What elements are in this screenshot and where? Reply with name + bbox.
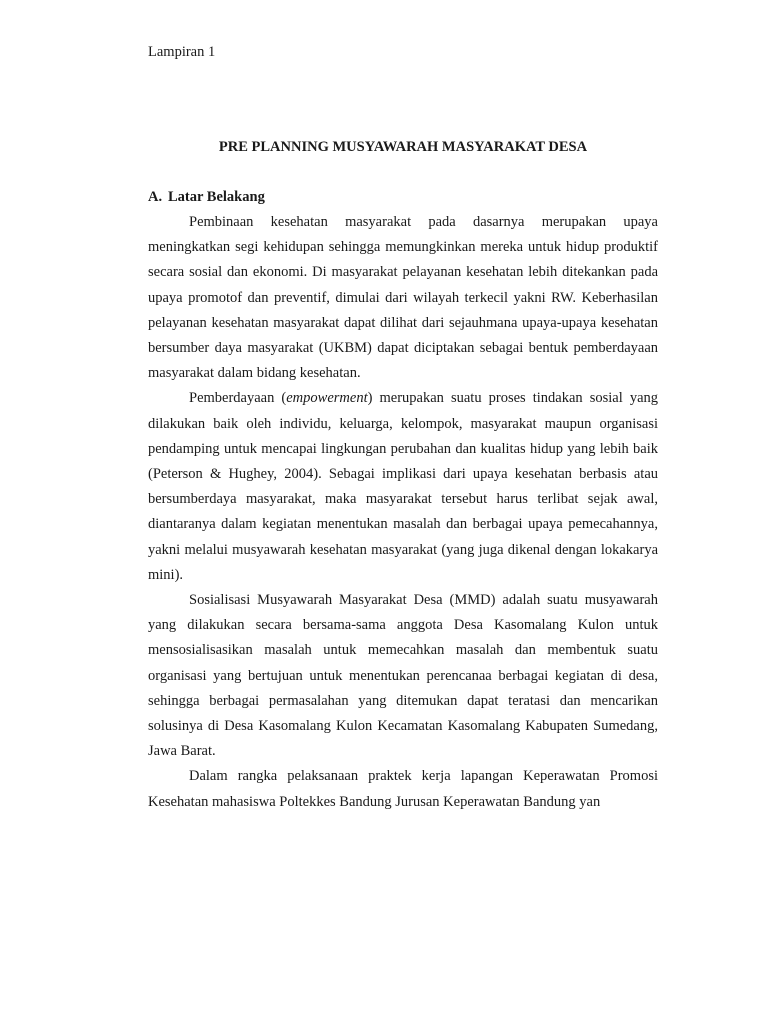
section-heading <box>148 185 658 210</box>
section-latar-belakang <box>148 185 658 815</box>
paragraph-2 <box>148 386 658 588</box>
paragraph-2-italic-term: empowerment <box>286 390 368 407</box>
paragraph-3 <box>148 588 658 764</box>
appendix-label: Lampiran 1 <box>148 44 216 60</box>
paragraph-2-text-end: ) merupakan suatu proses tindakan sosial yang dilakukan baik oleh individu, keluarga, kelompok, masyarakat maupun organisasi pendamping untuk mencapai lingkungan perubahan dan kualitas hidup yang lebih baik (Peterson & Hughey, 2004). Sebagai implikasi dari upaya kesehatan berbasis atau bersumberdaya masyarakat, maka masyarakat tersebut harus terlibat sejak awal, diantaranya dalam kegiatan menentukan masalah dan berbagai upaya pemecahannya, yakni melalui musyawarah kesehatan masyarakat (yang juga dikenal dengan lokakarya mini). <box>148 390 658 583</box>
paragraph-2-text-start: Pemberdayaan ( <box>189 390 287 407</box>
paragraph-4-text: Dalam rangka pelaksanaan praktek kerja lapangan Keperawatan Promosi Kesehatan mahasiswa Poltekkes Bandung Jurusan Keperawatan Bandung yan <box>148 768 658 810</box>
section-title: Latar Belakang <box>168 189 265 205</box>
paragraph-1 <box>148 210 658 386</box>
document-title: PRE PLANNING MUSYAWARAH MASYARAKAT DESA <box>218 139 588 155</box>
document-page <box>148 40 658 810</box>
paragraph-1-text: Pembinaan kesehatan masyarakat pada dasarnya merupakan upaya meningkatkan segi kehidupan sehingga memungkinkan mereka untuk hidup produktif secara sosial dan ekonomi. Di masyarakat pelayanan kesehatan lebih ditekankan pada upaya promotof dan preventif, dimulai dari wilayah terkecil yakni RW. Keberhasilan pelayanan kesehatan masyarakat dapat dilihat dari sejauhmana upaya-upaya kesehatan bersumber daya masyarakat (UKBM) dapat diciptakan sebagai bentuk pemberdayaan masyarakat dalam bidang kesehatan. <box>148 214 658 382</box>
paragraph-4 <box>148 764 658 814</box>
paragraph-3-text: Sosialisasi Musyawarah Masyarakat Desa (MMD) adalah suatu musyawarah yang dilakukan secara bersama-sama anggota Desa Kasomalang Kulon untuk mensosialisasikan masalah untuk memecahkan masalah dan membentuk suatu organisasi yang bertujuan untuk menentukan perencanaa berbagai kegiatan di desa, sehingga berbagai permasalahan yang ditemukan dapat teratasi dan mencarikan solusinya di Desa Kasomalang Kulon Kecamatan Kasomalang Kabupaten Sumedang, Jawa Barat. <box>148 592 658 760</box>
section-number: A. <box>148 189 163 205</box>
